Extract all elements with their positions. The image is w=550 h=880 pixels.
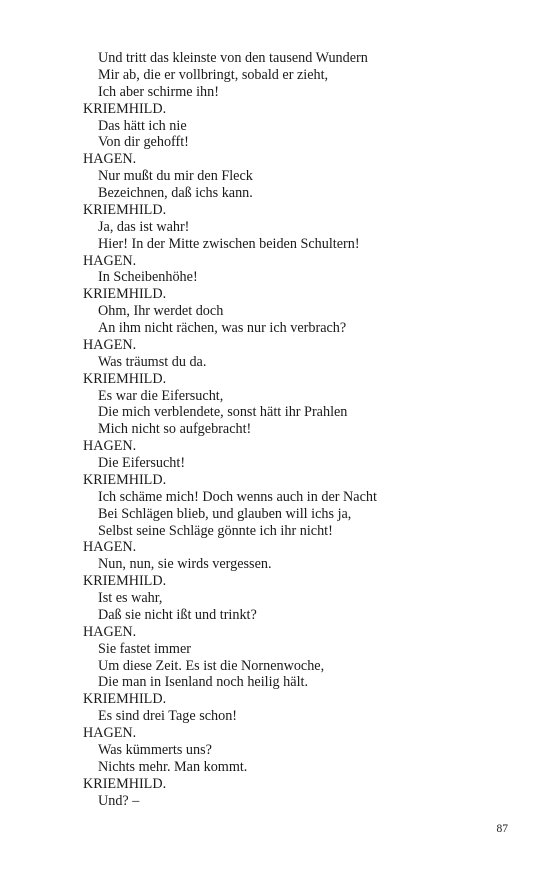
speaker-name: KRIEMHILD.	[83, 286, 167, 303]
speaker-name: HAGEN.	[83, 725, 137, 741]
verse-line: Was kümmerts uns?	[98, 741, 212, 758]
speaker-name: KRIEMHILD.	[83, 775, 167, 792]
verse-line: Hier! In der Mitte zwischen beiden Schultern!	[98, 235, 360, 252]
verse-line: Und tritt das kleinste von den tausend Wundern	[98, 50, 368, 66]
verse-line: Ich schäme mich! Doch wenns auch in der Nacht	[98, 488, 377, 505]
verse-line: Nur mußt du mir den Fleck	[98, 168, 253, 185]
verse-line: Die man in Isenland noch heilig hält.	[98, 674, 308, 691]
verse-line: Ich aber schirme ihn!	[98, 83, 219, 100]
verse-line: An ihm nicht rächen, was nur ich verbrach?	[98, 320, 347, 336]
verse-line: Von dir gehofft!	[98, 134, 189, 151]
speaker-name: HAGEN.	[83, 623, 137, 640]
verse-line: Ohm, Ihr werdet doch	[98, 303, 224, 320]
verse-line: Und? –	[98, 792, 140, 809]
verse-line: Daß sie nicht ißt und trinkt?	[98, 606, 257, 623]
page-number: 87	[496, 823, 508, 835]
speaker-name: KRIEMHILD.	[83, 691, 167, 708]
verse-line: Bei Schlägen blieb, und glauben will ichs ja,	[98, 505, 352, 522]
verse-line: In Scheibenhöhe!	[98, 269, 198, 286]
speaker-name: KRIEMHILD.	[83, 370, 167, 387]
verse-line: Bezeichnen, daß ichs kann.	[98, 185, 253, 201]
verse-line: Das hätt ich nie	[98, 117, 187, 134]
verse-line: Nun, nun, sie wirds vergessen.	[98, 556, 272, 573]
verse-line: Ist es wahr,	[98, 590, 163, 606]
speaker-name: HAGEN.	[83, 336, 137, 353]
verse-line: Mich nicht so aufgebracht!	[98, 421, 252, 438]
speaker-name: HAGEN.	[83, 151, 137, 168]
verse-line: Die mich verblendete, sonst hätt ihr Prahlen	[98, 404, 348, 421]
verse-line: Sie fastet immer	[98, 640, 191, 657]
verse-line: Nichts mehr. Man kommt.	[98, 758, 248, 775]
verse-line: Selbst seine Schläge gönnte ich ihr nicht!	[98, 522, 333, 539]
verse-line: Um diese Zeit. Es ist die Nornenwoche,	[98, 657, 325, 674]
verse-line: Die Eifersucht!	[98, 455, 186, 471]
speaker-name: KRIEMHILD.	[83, 100, 167, 117]
speaker-name: KRIEMHILD.	[83, 573, 167, 590]
dialogue-text-block	[83, 50, 503, 809]
speaker-name: HAGEN.	[83, 539, 137, 556]
speaker-name: HAGEN.	[83, 252, 137, 269]
verse-line: Mir ab, die er vollbringt, sobald er zieht,	[98, 66, 329, 83]
speaker-name: KRIEMHILD.	[83, 471, 167, 488]
speaker-name: KRIEMHILD.	[83, 201, 167, 218]
speaker-name: HAGEN.	[83, 438, 137, 455]
verse-line: Ja, das ist wahr!	[98, 218, 190, 235]
verse-line: Es war die Eifersucht,	[98, 387, 224, 404]
verse-line: Was träumst du da.	[98, 353, 207, 370]
verse-line: Es sind drei Tage schon!	[98, 708, 238, 725]
